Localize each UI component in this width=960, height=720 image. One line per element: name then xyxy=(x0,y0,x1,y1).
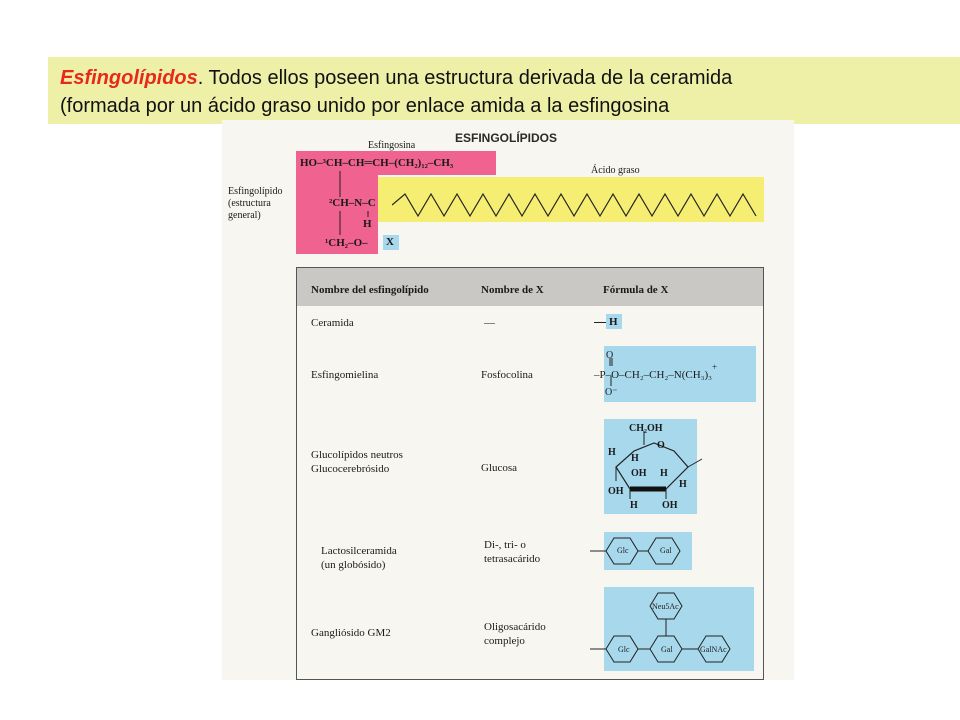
glucose-ring-o: O xyxy=(657,440,665,451)
sphingosine-bonds xyxy=(296,151,386,254)
gm2-galnac: GalNAc xyxy=(700,645,727,654)
row-ceramida-x: — xyxy=(484,317,495,329)
glucose-h-bottom: H xyxy=(630,500,638,511)
phospho-o-minus: O⁻ xyxy=(605,387,618,398)
row-lactosil-name: Lactosilceramida (un globósido) xyxy=(321,545,397,571)
formula-top: HO–³CH–CH═CH–(CH₂)₁₂–CH₃ xyxy=(300,157,454,169)
caption-highlight: Esfingolípidos xyxy=(60,67,198,89)
gm2-neu5ac: Neu5Ac xyxy=(652,602,679,611)
glucose-h-right: H xyxy=(660,468,668,479)
row-esfingomielina-name: Esfingomielina xyxy=(311,369,379,381)
header-formula: Fórmula de X xyxy=(603,284,669,296)
formula-nh: H xyxy=(363,218,372,230)
row-ceramida-formula: H xyxy=(609,316,618,328)
formula-c1: ¹CH₂–O– xyxy=(325,237,368,249)
acido-graso-label: Ácido graso xyxy=(591,165,640,176)
header-name: Nombre del esfingolípido xyxy=(311,284,429,296)
general-structure-label: Esfingolípido (estructura general) xyxy=(228,186,283,221)
phospho-o-top: O xyxy=(606,350,614,361)
phospho-bonds xyxy=(604,346,624,402)
row-esfingomielina-x: Fosfocolina xyxy=(481,369,533,381)
row-gangliosido-x: Oligosacárido complejo xyxy=(484,621,546,647)
caption-line2: (formada por un ácido graso unido por enlace amida a la esfingosina xyxy=(60,95,670,117)
lactosyl-gal: Gal xyxy=(660,546,672,555)
lactosyl-rings xyxy=(590,532,700,570)
caption-text xyxy=(60,64,960,120)
lactosyl-glc: Glc xyxy=(617,546,629,555)
row-esfingomielina-formula: –P–O–CH₂–CH₂–N(CH₃)₃ xyxy=(594,369,713,381)
esfingosina-label: Esfingosina xyxy=(368,140,416,151)
header-x-name: Nombre de X xyxy=(481,284,544,296)
glucose-h-far: H xyxy=(679,479,687,490)
figure-title: ESFINGOLÍPIDOS xyxy=(455,131,558,145)
row-gangliosido-name: Gangliósido GM2 xyxy=(311,627,391,639)
caption-line1-rest: . Todos ellos poseen una estructura derivada de la ceramida xyxy=(197,67,733,89)
choline-plus: + xyxy=(712,362,718,372)
glucose-oh-left: OH xyxy=(608,486,624,497)
row-glucolipidos-formula: CH₂OH xyxy=(629,423,663,434)
fatty-acid-chain xyxy=(392,190,762,220)
glucose-h-top: H xyxy=(631,453,639,464)
glucose-h-left: H xyxy=(608,447,616,458)
row-glucolipidos-x: Glucosa xyxy=(481,462,518,474)
row-lactosil-x: Di-, tri- o tetrasacárido xyxy=(484,539,541,565)
glucose-ring xyxy=(604,419,714,514)
ceramida-bond xyxy=(594,322,606,323)
gm2-glc: Glc xyxy=(618,645,630,654)
row-ceramida-name: Ceramida xyxy=(311,317,354,329)
row-glucolipidos-name: Glucolípidos neutros Glucocerebrósido xyxy=(311,449,403,475)
gm2-gal: Gal xyxy=(661,645,673,654)
x-label: X xyxy=(386,236,394,248)
glucose-oh-bottom: OH xyxy=(662,500,678,511)
glucose-oh-mid: OH xyxy=(631,468,647,479)
formula-c2: ²CH–N–C xyxy=(329,197,376,209)
